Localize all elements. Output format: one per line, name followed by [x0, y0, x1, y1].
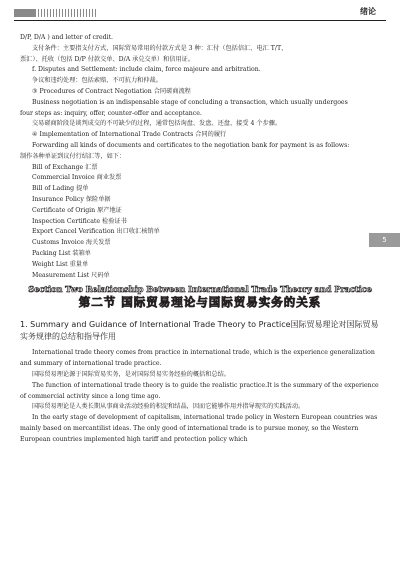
subheading: ④ Implementation of International Trade Contracts 合同的履行 [32, 131, 227, 139]
page-number-tab: 5 [369, 233, 400, 247]
list-item: Commercial Invoice 商业发票 [32, 174, 122, 182]
list-item: Customs Invoice 海关发票 [32, 239, 111, 247]
paragraph: 国际贸易理论源于国际贸易实务，是对国际贸易实务经验的概括和总结。 [32, 370, 230, 378]
list-item: Certificate of Origin 原产地证 [32, 206, 122, 214]
subsection-heading: 1. Summary and Guidance of International Trade Theory to Practice国际贸易理论对国际贸易实务规律的总结和指导作用 [20, 320, 379, 342]
paragraph: International trade theory comes from practice in international trade, which is the experience generalization and summary of international trade practice. [20, 349, 375, 368]
page-body [20, 33, 380, 446]
paragraph: The function of international trade theory is to guide the realistic practice.It is the summary of the experience of commercial activity since a long time ago. [20, 381, 379, 400]
header-rule [14, 20, 386, 21]
list-item: Packing List 装箱单 [32, 249, 91, 257]
section-title-en: Section Two Relationship Between International Trade Theory and Practice [28, 284, 372, 295]
text-line: four steps as: inquiry, offer, counter-offer and acceptance. [20, 109, 202, 117]
list-item: Bill of Lading 提单 [32, 185, 89, 193]
list-item: Insurance Policy 保险单据 [32, 195, 111, 203]
paragraph: In the early stage of development of capitalism, international trade policy in Western European countries was mainly based on mercantilist ideas. The only good of international trade is to pursue money, so the Western European countries implemented high tariff and protection policy which [20, 414, 378, 443]
chapter-title: 绪论 [360, 7, 376, 16]
text-line: 票汇）、托收（包括 D/P 付款交单、D/A 承兑交单）和信用证。 [20, 55, 195, 63]
text-line: D/P, D/A ) and letter of credit. [20, 34, 114, 41]
list-item: Bill of Exchange 汇票 [32, 163, 98, 171]
text-line: 争议和违约处理：包括索赔、不可抗力和仲裁。 [32, 77, 162, 85]
text-line: Forwarding all kinds of documents and certificates to the negotiation bank for payment is as follows: [32, 141, 350, 149]
page-header [0, 0, 400, 22]
text-line: 支付条件：主要指支付方式，国际贸易常用的付款方式是 3 种：汇付（包括信汇、电汇 T/T、 [32, 44, 288, 52]
header-decoration-stripes [38, 9, 98, 17]
text-line: f. Disputes and Settlement: include claim, force majeure and arbitration. [32, 66, 261, 74]
text-line: Business negotiation is an indispensable stage of concluding a transaction, which usually undergoes [32, 98, 348, 106]
header-decoration-block [14, 9, 36, 17]
list-item: Inspection Certificate 检验证书 [32, 217, 127, 225]
document-list [20, 163, 380, 282]
list-item: Measurement List 尺码单 [32, 271, 110, 279]
paragraph: 国际贸易理论是人类长期从事商业活动经验的积淀和结晶，因而它能够作用并指导现实的实践活动。 [32, 403, 305, 411]
text-line: 制作各种单证到议付行结汇等，如下： [20, 152, 126, 160]
list-item: Export Cancel Verification 出口收汇核销单 [32, 228, 160, 236]
text-line: 交易磋商阶段是谈判成交的不可缺少的过程，通常包括询盘、发盘、还盘、接受 4 个步骤。 [32, 120, 282, 128]
section-title-cn: 第二节 国际贸易理论与国际贸易实务的关系 [78, 295, 322, 310]
subheading: ③ Procedures of Contract Negotiation 合同磋商流程 [32, 87, 191, 95]
list-item: Weight List 重量单 [32, 260, 89, 268]
